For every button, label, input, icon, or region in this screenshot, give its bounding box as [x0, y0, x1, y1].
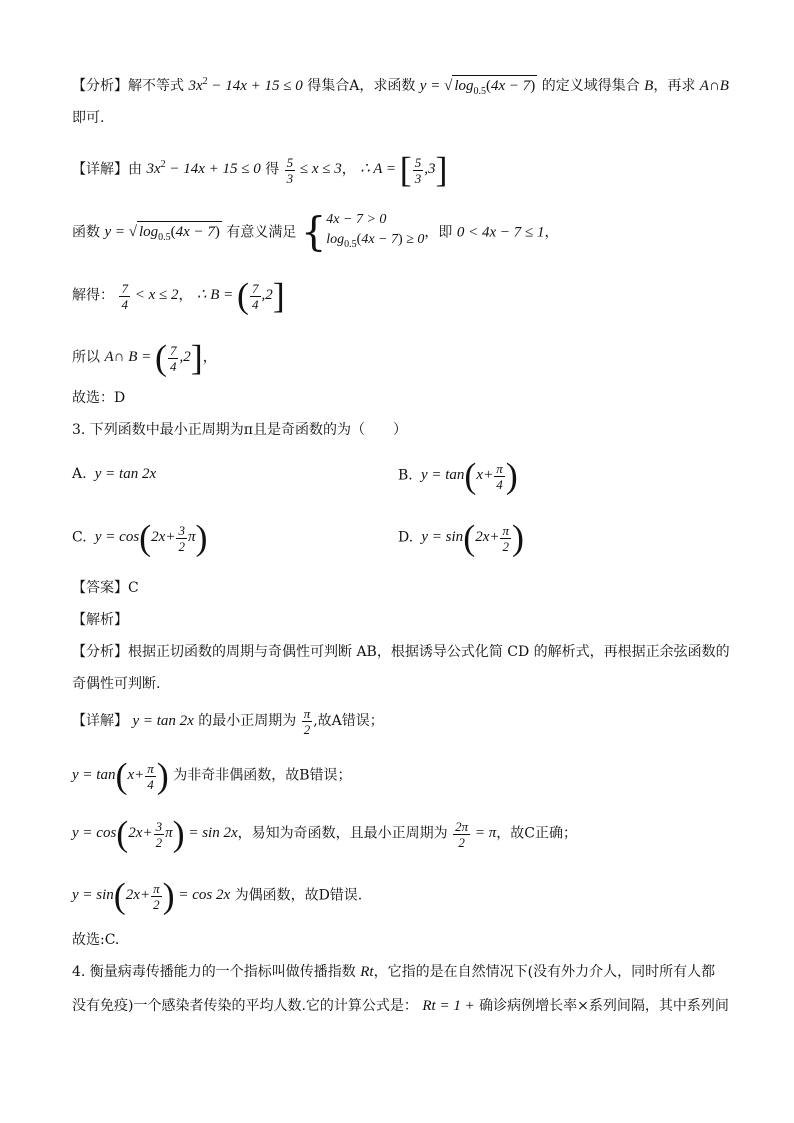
formula: y = sin(2x+ $\frac{\pi}{2}$ ) [417, 518, 524, 558]
formula: y = tan(x+ $\frac{\pi}{4}$ ) [72, 756, 169, 796]
answer-line [72, 578, 139, 598]
analysis-line-1 [72, 72, 729, 102]
text: 的定义域得集合 [541, 78, 640, 94]
formula: A∩B [699, 78, 729, 94]
formula: $\frac{2\pi}{2}$ = π [455, 818, 497, 850]
text: ,故A错误； [313, 712, 384, 729]
formula: B [644, 78, 654, 94]
text: 的最小正周期为 [198, 712, 297, 729]
option-a [72, 466, 156, 483]
detail-line-1 [72, 152, 448, 188]
text: ， [178, 287, 193, 304]
formula: Rt [360, 964, 374, 980]
question-3 [72, 420, 407, 440]
formula: y = tan(x+ $\frac{\pi}{4}$ ) [417, 456, 518, 496]
text: 解得： [72, 287, 114, 304]
detail-q3-2 [72, 758, 352, 794]
detail-line-4: 所以 A∩ B = ( $\frac{7}{4}$ ,2]， [72, 338, 217, 378]
text: 得集合A，求函数 [307, 78, 416, 94]
text: 3. 下列函数中最小正周期为π且是奇函数的为（ ） [72, 422, 408, 438]
option-d [398, 520, 524, 556]
question-4-line-2 [72, 996, 729, 1016]
analysis-line-2 [72, 108, 104, 128]
formula: $3x^2 - 14x + 15 \le 0$ [188, 76, 303, 94]
text: 故选：D [72, 390, 126, 406]
formula: y = cos(2x+ $\frac{3}{2}$ π) [91, 518, 208, 558]
text: 为非奇非偶函数，故B错误； [173, 767, 352, 784]
text: 【详解】由 [72, 161, 142, 178]
text: 4. 衡量病毒传播能力的一个指标叫做传播指数 [72, 964, 356, 980]
detail-q3-3 [72, 816, 577, 852]
formula-system: 4x − 7 > 0 $\log_{0.5}(4x - 7) \ge 0$ [326, 212, 425, 250]
formula: 0 < 4x − 7 ≤ 1 [456, 224, 545, 241]
formula: y = tan 2x [91, 466, 157, 482]
text: 函数 [72, 224, 100, 241]
text: 【分析】根据正切函数的周期与奇偶性可判断 AB，根据诱导公式化简 CD 的解析式，再根据正余弦函数的 [72, 644, 730, 660]
text: 确诊病例增长率×系列间隔，其中系列间 [479, 998, 729, 1014]
text: ，它指的是在自然情况下(没有外力介人，同时所有人都 [373, 964, 716, 980]
detail-line-3 [72, 278, 285, 314]
text: 所以 [72, 349, 100, 366]
formula: Rt = 1 + [422, 998, 475, 1014]
brace: { [300, 209, 327, 256]
option-label: D. [398, 529, 414, 546]
text: ，再求 [653, 78, 696, 94]
formula: ∴ A = [ $\frac{5}{3}$ ,3] [360, 150, 448, 190]
choose-line [72, 388, 125, 408]
analysis-q3-2 [72, 674, 160, 694]
jiexi-line [72, 610, 128, 630]
formula: y = √ $\log_{0.5}(4x - 7)$ [420, 78, 537, 94]
text: 即可. [72, 110, 105, 126]
formula: y = cos(2x+ $\frac{3}{2}$ π) = sin 2x [72, 814, 238, 854]
option-label: C. [72, 529, 87, 546]
text: ， [341, 161, 356, 178]
option-label: B. [398, 467, 413, 484]
question-4-line-1 [72, 962, 715, 982]
answer: 【答案】C [72, 580, 139, 596]
choose-line-2 [72, 930, 119, 950]
text: 【详解】 [72, 712, 128, 729]
text: ，故C正确； [496, 825, 577, 842]
text: ，即 [424, 224, 453, 241]
detail-q3-4 [72, 878, 362, 914]
text: 故选:C. [72, 932, 120, 948]
option-b [398, 458, 518, 494]
analysis-q3-1 [72, 642, 730, 662]
option-c [72, 520, 207, 556]
formula: y = sin(2x+ $\frac{\pi}{2}$ ) = cos 2x [72, 876, 231, 916]
formula: y = tan 2x [132, 712, 194, 729]
text: 奇偶性可判断. [72, 676, 161, 692]
text: ，易知为奇函数，且最小正周期为 [237, 825, 448, 842]
text: 【分析】解不等式 [72, 78, 184, 94]
detail-line-2: 函数 y = √ $\log_{0.5}(4x - 7)$ 有意义满足 { 4x − 7 > 0 $\log_{0.5}(4x - 7) \ge 0$ ，即 0 < 4x − 7 ≤ 1， [72, 209, 559, 256]
formula: $\frac{\pi}{2}$ [303, 706, 311, 737]
formula: y = √ $\log_{0.5}(4x - 7)$ [104, 224, 221, 240]
text: 没有免疫)一个感染者传染的平均人数.它的计算公式是： [72, 998, 418, 1014]
detail-q3-1 [72, 706, 384, 737]
text: 有意义满足 [226, 224, 297, 241]
option-label: A. [72, 466, 87, 482]
text: 【解析】 [72, 612, 128, 628]
formula: A∩ B = ( $\frac{7}{4}$ ,2] [104, 338, 203, 378]
text: 为偶函数，故D错误. [234, 887, 363, 904]
formula: $\frac{7}{4}$ < x ≤ 2 [121, 280, 179, 312]
formula: $3x^2 - 14x + 15 \le 0$ [146, 159, 261, 178]
formula: ∴ B = ( $\frac{7}{4}$ ,2] [196, 276, 285, 316]
formula: $\frac{5}{3}$ ≤ x ≤ 3 [286, 154, 342, 186]
text: 得 [265, 161, 280, 178]
